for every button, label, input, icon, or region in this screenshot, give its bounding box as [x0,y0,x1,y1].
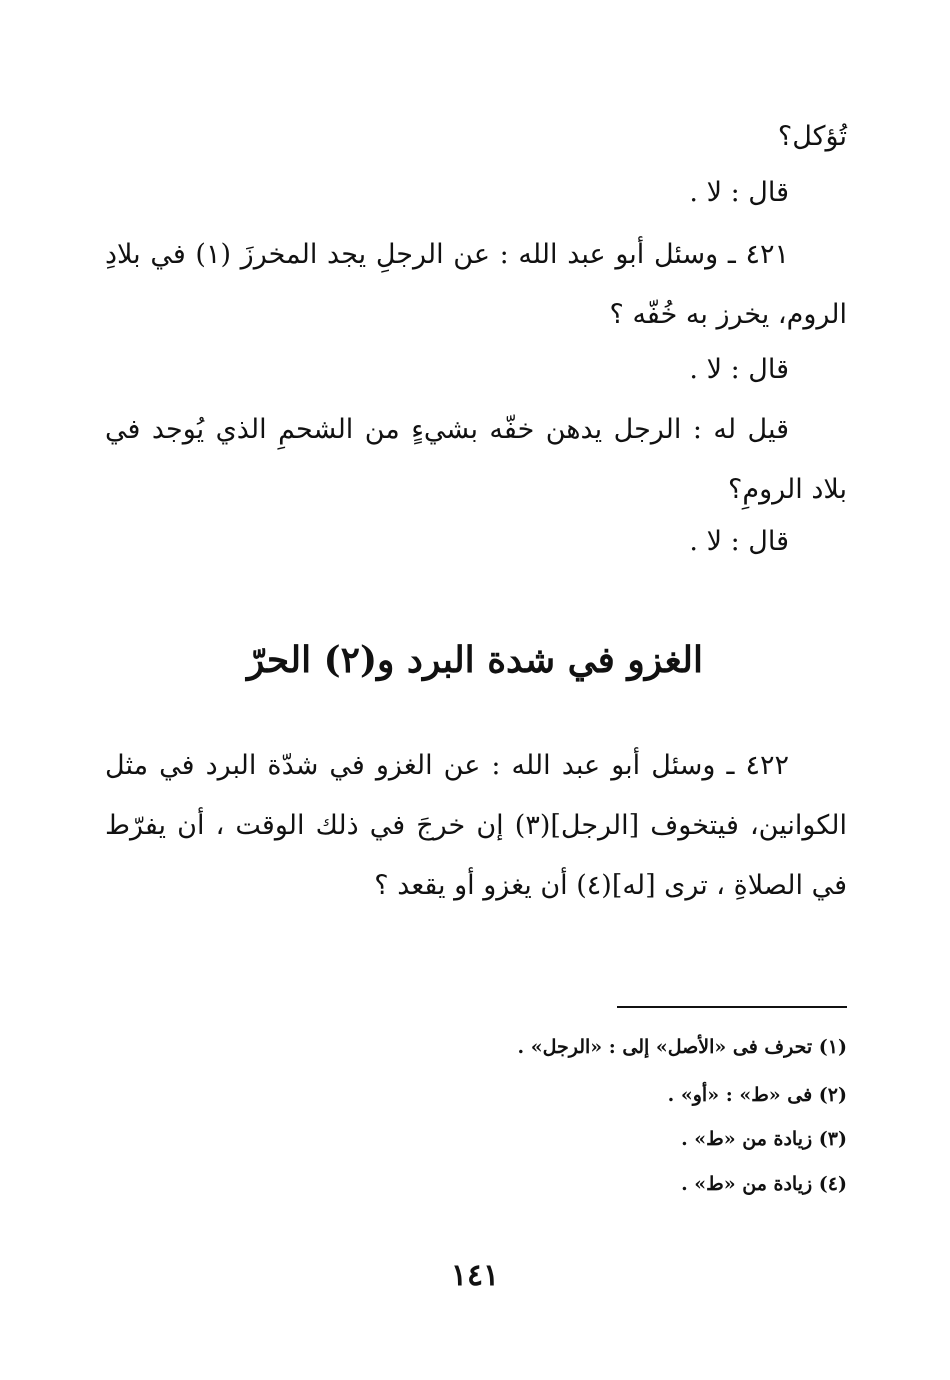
footnote-3: (٣) زيادة من «ط» . [681,1128,847,1150]
section-heading: الغزو في شدة البرد و(٢) الحرّ [247,639,703,681]
page-number: ١٤١ [450,1258,500,1293]
line-tukal: تُؤكل؟ [777,121,847,152]
answer-no-3: قال : لا . [689,526,789,557]
footnote-divider [617,1006,847,1008]
footnote-4: (٤) زيادة من «ط» . [681,1173,847,1195]
paragraph-qil-lahu: قيل له : الرجل يدهن خفّه بشيءٍ من الشحمِ الذي يُوجد في بلاد الرومِ؟ [105,414,847,505]
footnote-1: (١) تحرف فى «الأصل» إلى : «الرجل» . [517,1036,847,1058]
answer-no-1: قال : لا . [689,177,789,208]
footnote-2: (٢) فى «ط» : «أو» . [667,1084,847,1106]
paragraph-421: ٤٢١ ـ وسئل أبو عبد الله : عن الرجلِ يجد المخرزَ (١) في بلادِ الروم، يخرز به خُفّه ؟ [105,239,847,330]
paragraph-422: ٤٢٢ ـ وسئل أبو عبد الله : عن الغزو في شدّة البرد في مثل الكوانين، فيتخوف [الرجل](٣) إن خرجَ في ذلك الوقت ، أن يفرّط في الصلاةِ ، ترى [له](٤) أن يغزو أو يقعد ؟ [105,750,847,901]
answer-no-2: قال : لا . [689,354,789,385]
